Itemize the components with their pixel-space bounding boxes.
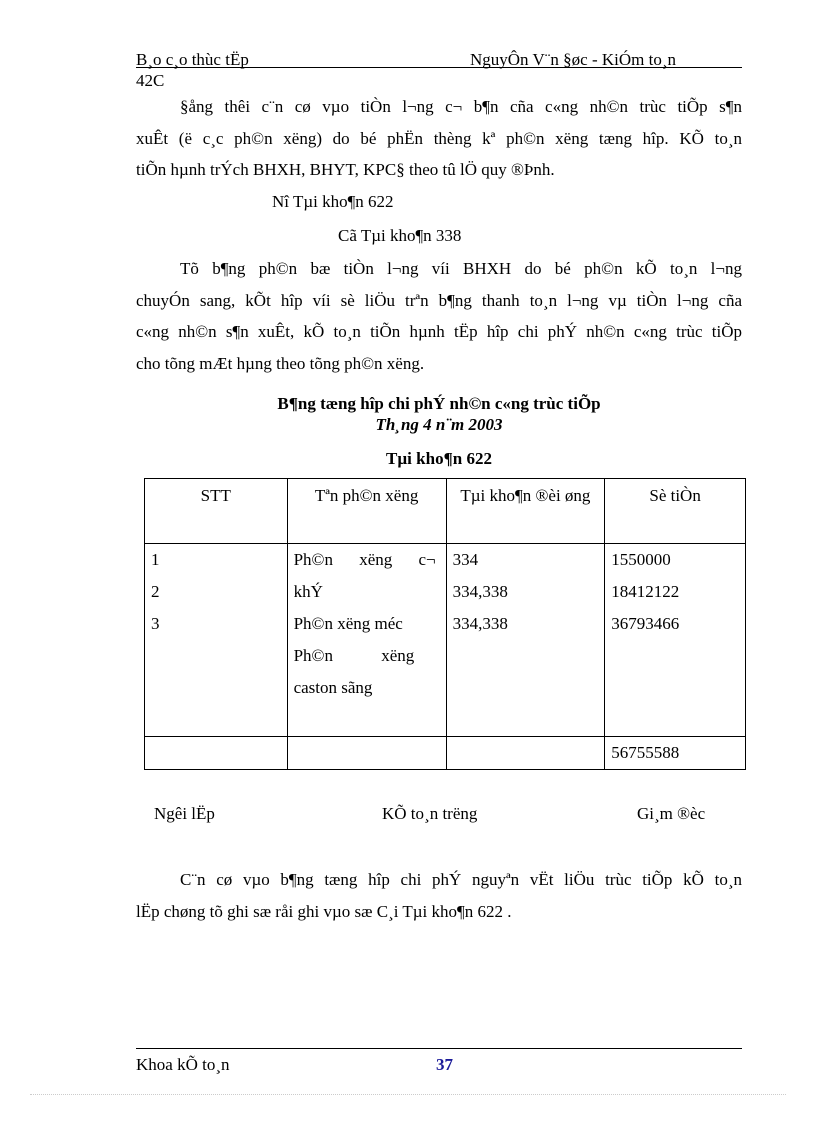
table-row bbox=[145, 544, 746, 737]
total-empty-cell bbox=[446, 737, 605, 770]
paragraph-line: lËp chøng tõ ghi sæ råi ghi vµo sæ C¸i Tµi kho¶n 622 . bbox=[136, 901, 512, 921]
total-empty-cell bbox=[145, 737, 288, 770]
table-header-row bbox=[145, 479, 746, 544]
table-title: B¶ng tæng hîp chi phÝ nh©n c«ng trùc tiÕp bbox=[277, 394, 601, 413]
account-value: 334,338 bbox=[452, 614, 508, 633]
amount-value: 1550000 bbox=[611, 550, 671, 569]
paragraph-2 bbox=[136, 253, 742, 379]
header-amount: Sè tiÒn bbox=[605, 479, 746, 544]
total-empty-cell bbox=[287, 737, 446, 770]
workshop-line bbox=[294, 544, 440, 576]
paragraph-1 bbox=[136, 91, 742, 186]
paragraph-line: tiÕn hµnh trÝch BHXH, BHYT, KPC§ theo tû lÖ quy ®Þnh. bbox=[136, 160, 555, 179]
footer-department: Khoa kÕ to¸n bbox=[136, 1055, 230, 1074]
amount-value: 18412122 bbox=[611, 582, 680, 601]
page-edge-divider bbox=[30, 1094, 786, 1095]
paragraph-line: §ång thêi c¨n cø vµo tiÒn l¬ng c¬ b¶n cña c«ng nh©n trùc tiÕp s¶n bbox=[180, 97, 742, 116]
paragraph-line: C¨n cø vµo b¶ng tæng hîp chi phÝ nguyªn vËt liÖu trùc tiÕp kÕ to¸n bbox=[180, 870, 742, 889]
total-cell bbox=[605, 737, 746, 770]
page-number: 37 bbox=[436, 1055, 453, 1074]
debit-entry: Nî Tµi kho¶n 622 bbox=[272, 192, 394, 211]
workshop-text: Ph©n xëng c¬ bbox=[293, 550, 436, 569]
header-stt: STT bbox=[145, 479, 288, 544]
table-total-row bbox=[145, 737, 746, 770]
workshop-line: Ph©n xëng bbox=[293, 646, 415, 665]
header-counter-account: Tµi kho¶n ®èi øng bbox=[446, 479, 605, 544]
workshop-line: Ph©n xëng méc bbox=[293, 614, 403, 633]
signature-preparer: Ngêi lËp bbox=[154, 804, 215, 823]
paragraph-line: xuÊt (ë c¸c ph©n xëng) do bé phËn thèng kª ph©n xëng tæng hîp. KÕ to¸n bbox=[136, 128, 742, 148]
account-value: 334,338 bbox=[452, 582, 508, 601]
table-account: Tµi kho¶n 622 bbox=[386, 449, 492, 468]
header-author: NguyÔn V¨n §øc - KiÓm to¸n bbox=[470, 50, 677, 69]
header-class: 42C bbox=[136, 71, 165, 90]
paragraph-line: cho tõng mÆt hµng theo tõng ph©n xëng. bbox=[136, 353, 425, 373]
header-divider bbox=[136, 67, 742, 68]
paragraph-line: chuyÓn sang, kÕt hîp víi sè liÖu trªn b¶ng thanh to¸n l¬ng vµ tiÒn l¬ng cña bbox=[136, 290, 742, 310]
stt-value: 3 bbox=[151, 614, 160, 633]
header-workshop: Tªn ph©n xëng bbox=[287, 479, 446, 544]
paragraph-line: Tõ b¶ng ph©n bæ tiÒn l¬ng víi BHXH do bé ph©n kÕ to¸n l¬ng bbox=[180, 259, 742, 278]
table-period: Th¸ng 4 n¨m 2003 bbox=[375, 415, 503, 434]
stt-value: 1 bbox=[151, 550, 160, 569]
stt-cell bbox=[145, 544, 288, 737]
workshop-line: khÝ bbox=[293, 582, 323, 601]
cost-summary-table bbox=[144, 478, 746, 770]
workshop-cell bbox=[287, 544, 446, 737]
credit-entry: Cã Tµi kho¶n 338 bbox=[338, 226, 462, 245]
signature-chief-accountant: KÕ to¸n trëng bbox=[382, 804, 478, 823]
account-value: 334 bbox=[452, 550, 479, 569]
amount-value: 36793466 bbox=[611, 614, 680, 633]
signature-director: Gi¸m ®èc bbox=[637, 804, 706, 823]
paragraph-3 bbox=[136, 864, 742, 927]
header-report-title: B¸o c¸o thùc tËp bbox=[136, 50, 249, 69]
paragraph-line: c«ng nh©n s¶n xuÊt, kÕ to¸n tiÕn hµnh tËp hîp chi phÝ nh©n c«ng trùc tiÕp bbox=[136, 322, 742, 341]
workshop-line: caston sãng bbox=[293, 678, 373, 697]
account-cell bbox=[446, 544, 605, 737]
amount-cell bbox=[605, 544, 746, 737]
footer-divider bbox=[136, 1048, 742, 1049]
total-amount: 56755588 bbox=[611, 743, 680, 762]
stt-value: 2 bbox=[151, 582, 160, 601]
